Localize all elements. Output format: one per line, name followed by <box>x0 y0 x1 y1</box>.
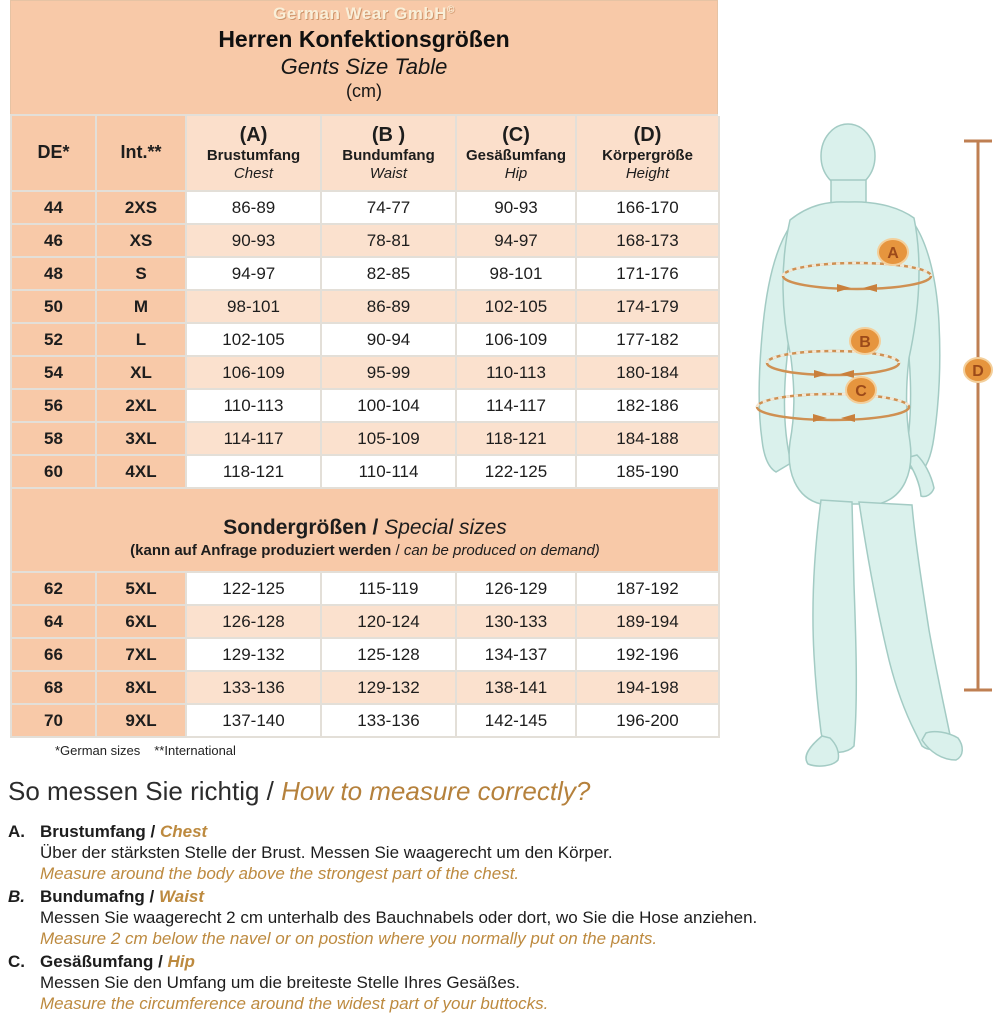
mannequin-figure <box>718 0 1008 780</box>
svg-text:D: D <box>972 363 984 380</box>
howto-desc-en: Measure around the body above the strongest part of the chest. <box>40 864 520 883</box>
waist-badge-b <box>850 328 880 354</box>
cell-height: 196-200 <box>577 705 720 738</box>
cell-de: 66 <box>12 639 97 672</box>
cell-chest: 110-113 <box>187 390 322 423</box>
footnote-international: **International <box>154 743 236 758</box>
cell-chest: 106-109 <box>187 357 322 390</box>
cell-de: 48 <box>12 258 97 291</box>
col-header-de: DE* <box>12 116 97 192</box>
howto-term: Gesäßumfang / Hip <box>40 952 195 971</box>
cell-waist: 86-89 <box>322 291 457 324</box>
cell-hip: 130-133 <box>457 606 577 639</box>
height-measure-line <box>964 141 992 690</box>
howto-item-chest: A. Brustumfang / Chest Über der stärksten Stelle der Brust. Messen Sie waagerecht um den Körper. Measure around the body above the strongest part of the chest. <box>8 821 988 884</box>
table-title-block <box>10 0 718 114</box>
special-sizes-title: Sondergrößen / Special sizes <box>223 516 507 539</box>
table-title-en: Gents Size Table <box>280 54 448 79</box>
brand-name: German Wear GmbH© <box>273 4 455 23</box>
cell-de: 50 <box>12 291 97 324</box>
cell-chest: 133-136 <box>187 672 322 705</box>
cell-int: 2XL <box>97 390 187 423</box>
height-badge-d <box>964 358 992 382</box>
howto-term: Bundumafng / Waist <box>40 887 205 906</box>
cell-de: 62 <box>12 573 97 606</box>
cell-height: 174-179 <box>577 291 720 324</box>
cell-de: 56 <box>12 390 97 423</box>
cell-waist: 78-81 <box>322 225 457 258</box>
unit-label: (cm) <box>346 81 382 101</box>
cell-de: 60 <box>12 456 97 489</box>
cell-waist: 95-99 <box>322 357 457 390</box>
cell-height: 177-182 <box>577 324 720 357</box>
howto-section <box>8 776 988 1016</box>
chest-badge-a <box>878 239 908 265</box>
mannequin-body <box>759 124 962 766</box>
cell-hip: 110-113 <box>457 357 577 390</box>
howto-desc-de: Messen Sie den Umfang um die breiteste Stelle Ihres Gesäßes. <box>40 973 521 992</box>
cell-chest: 98-101 <box>187 291 322 324</box>
cell-int: M <box>97 291 187 324</box>
col-header-waist: (B ) Bundumfang Waist <box>322 116 457 192</box>
cell-int: L <box>97 324 187 357</box>
howto-heading: So messen Sie richtig / How to measure correctly? <box>8 776 591 806</box>
cell-chest: 126-128 <box>187 606 322 639</box>
footnote-german-sizes: *German sizes <box>55 743 141 758</box>
howto-term: Brustumfang / Chest <box>40 822 208 841</box>
howto-desc-en: Measure 2 cm below the navel or on postion where you normally put on the pants. <box>40 929 658 948</box>
cell-chest: 86-89 <box>187 192 322 225</box>
cell-hip: 102-105 <box>457 291 577 324</box>
cell-height: 189-194 <box>577 606 720 639</box>
cell-int: S <box>97 258 187 291</box>
cell-waist: 125-128 <box>322 639 457 672</box>
svg-text:B: B <box>859 334 871 351</box>
howto-desc-de: Messen Sie waagerecht 2 cm unterhalb des Bauchnabels oder dort, wo Sie die Hose anziehen. <box>40 908 758 927</box>
howto-list <box>8 821 988 1014</box>
measurement-figure <box>718 0 1008 780</box>
col-header-hip: (C) Gesäßumfang Hip <box>457 116 577 192</box>
special-sizes-note: (kann auf Anfrage produziert werden / can be produced on demand) <box>130 542 600 559</box>
cell-height: 184-188 <box>577 423 720 456</box>
howto-item-hip: C. Gesäßumfang / Hip Messen Sie den Umfang um die breiteste Stelle Ihres Gesäßes. Measure the circumference around the widest part of your buttocks. <box>8 951 988 1014</box>
cell-chest: 137-140 <box>187 705 322 738</box>
cell-de: 68 <box>12 672 97 705</box>
cell-hip: 138-141 <box>457 672 577 705</box>
cell-int: 6XL <box>97 606 187 639</box>
cell-de: 52 <box>12 324 97 357</box>
cell-hip: 134-137 <box>457 639 577 672</box>
howto-item-waist: B. Bundumafng / Waist Messen Sie waagerecht 2 cm unterhalb des Bauchnabels oder dort, wo Sie die Hose anziehen. Measure 2 cm below the navel or on postion where you normally put on the pants. <box>8 886 988 949</box>
cell-chest: 102-105 <box>187 324 322 357</box>
table-title-de: Herren Konfektionsgrößen <box>218 26 510 52</box>
cell-waist: 110-114 <box>322 456 457 489</box>
cell-chest: 90-93 <box>187 225 322 258</box>
cell-height: 187-192 <box>577 573 720 606</box>
cell-de: 44 <box>12 192 97 225</box>
cell-height: 185-190 <box>577 456 720 489</box>
cell-height: 180-184 <box>577 357 720 390</box>
cell-hip: 106-109 <box>457 324 577 357</box>
cell-de: 64 <box>12 606 97 639</box>
cell-chest: 94-97 <box>187 258 322 291</box>
svg-text:A: A <box>887 245 899 262</box>
col-header-int: Int.** <box>97 116 187 192</box>
cell-waist: 115-119 <box>322 573 457 606</box>
cell-chest: 118-121 <box>187 456 322 489</box>
cell-height: 182-186 <box>577 390 720 423</box>
cell-hip: 118-121 <box>457 423 577 456</box>
cell-hip: 94-97 <box>457 225 577 258</box>
size-table <box>10 0 718 758</box>
cell-int: 7XL <box>97 639 187 672</box>
cell-int: XL <box>97 357 187 390</box>
cell-waist: 82-85 <box>322 258 457 291</box>
cell-int: 5XL <box>97 573 187 606</box>
special-sizes-banner <box>12 489 720 573</box>
cell-height: 168-173 <box>577 225 720 258</box>
cell-int: 2XS <box>97 192 187 225</box>
cell-waist: 105-109 <box>322 423 457 456</box>
hip-badge-c <box>846 377 876 403</box>
cell-de: 58 <box>12 423 97 456</box>
cell-de: 70 <box>12 705 97 738</box>
cell-hip: 98-101 <box>457 258 577 291</box>
cell-de: 46 <box>12 225 97 258</box>
col-header-height: (D) Körpergröße Height <box>577 116 720 192</box>
table-footnote <box>55 743 718 758</box>
copyright-mark: © <box>447 4 455 16</box>
cell-waist: 120-124 <box>322 606 457 639</box>
cell-height: 192-196 <box>577 639 720 672</box>
cell-int: 8XL <box>97 672 187 705</box>
cell-int: 3XL <box>97 423 187 456</box>
size-grid <box>10 114 718 738</box>
cell-hip: 142-145 <box>457 705 577 738</box>
cell-hip: 122-125 <box>457 456 577 489</box>
cell-waist: 90-94 <box>322 324 457 357</box>
cell-chest: 129-132 <box>187 639 322 672</box>
howto-desc-de: Über der stärksten Stelle der Brust. Messen Sie waagerecht um den Körper. <box>40 843 613 862</box>
cell-chest: 122-125 <box>187 573 322 606</box>
cell-hip: 114-117 <box>457 390 577 423</box>
cell-waist: 133-136 <box>322 705 457 738</box>
cell-int: 4XL <box>97 456 187 489</box>
cell-hip: 90-93 <box>457 192 577 225</box>
cell-height: 171-176 <box>577 258 720 291</box>
cell-int: XS <box>97 225 187 258</box>
col-header-chest: (A) Brustumfang Chest <box>187 116 322 192</box>
cell-chest: 114-117 <box>187 423 322 456</box>
cell-waist: 129-132 <box>322 672 457 705</box>
cell-waist: 74-77 <box>322 192 457 225</box>
cell-hip: 126-129 <box>457 573 577 606</box>
cell-int: 9XL <box>97 705 187 738</box>
svg-text:C: C <box>855 383 867 400</box>
howto-desc-en: Measure the circumference around the widest part of your buttocks. <box>40 994 549 1013</box>
cell-height: 166-170 <box>577 192 720 225</box>
cell-waist: 100-104 <box>322 390 457 423</box>
cell-de: 54 <box>12 357 97 390</box>
cell-height: 194-198 <box>577 672 720 705</box>
